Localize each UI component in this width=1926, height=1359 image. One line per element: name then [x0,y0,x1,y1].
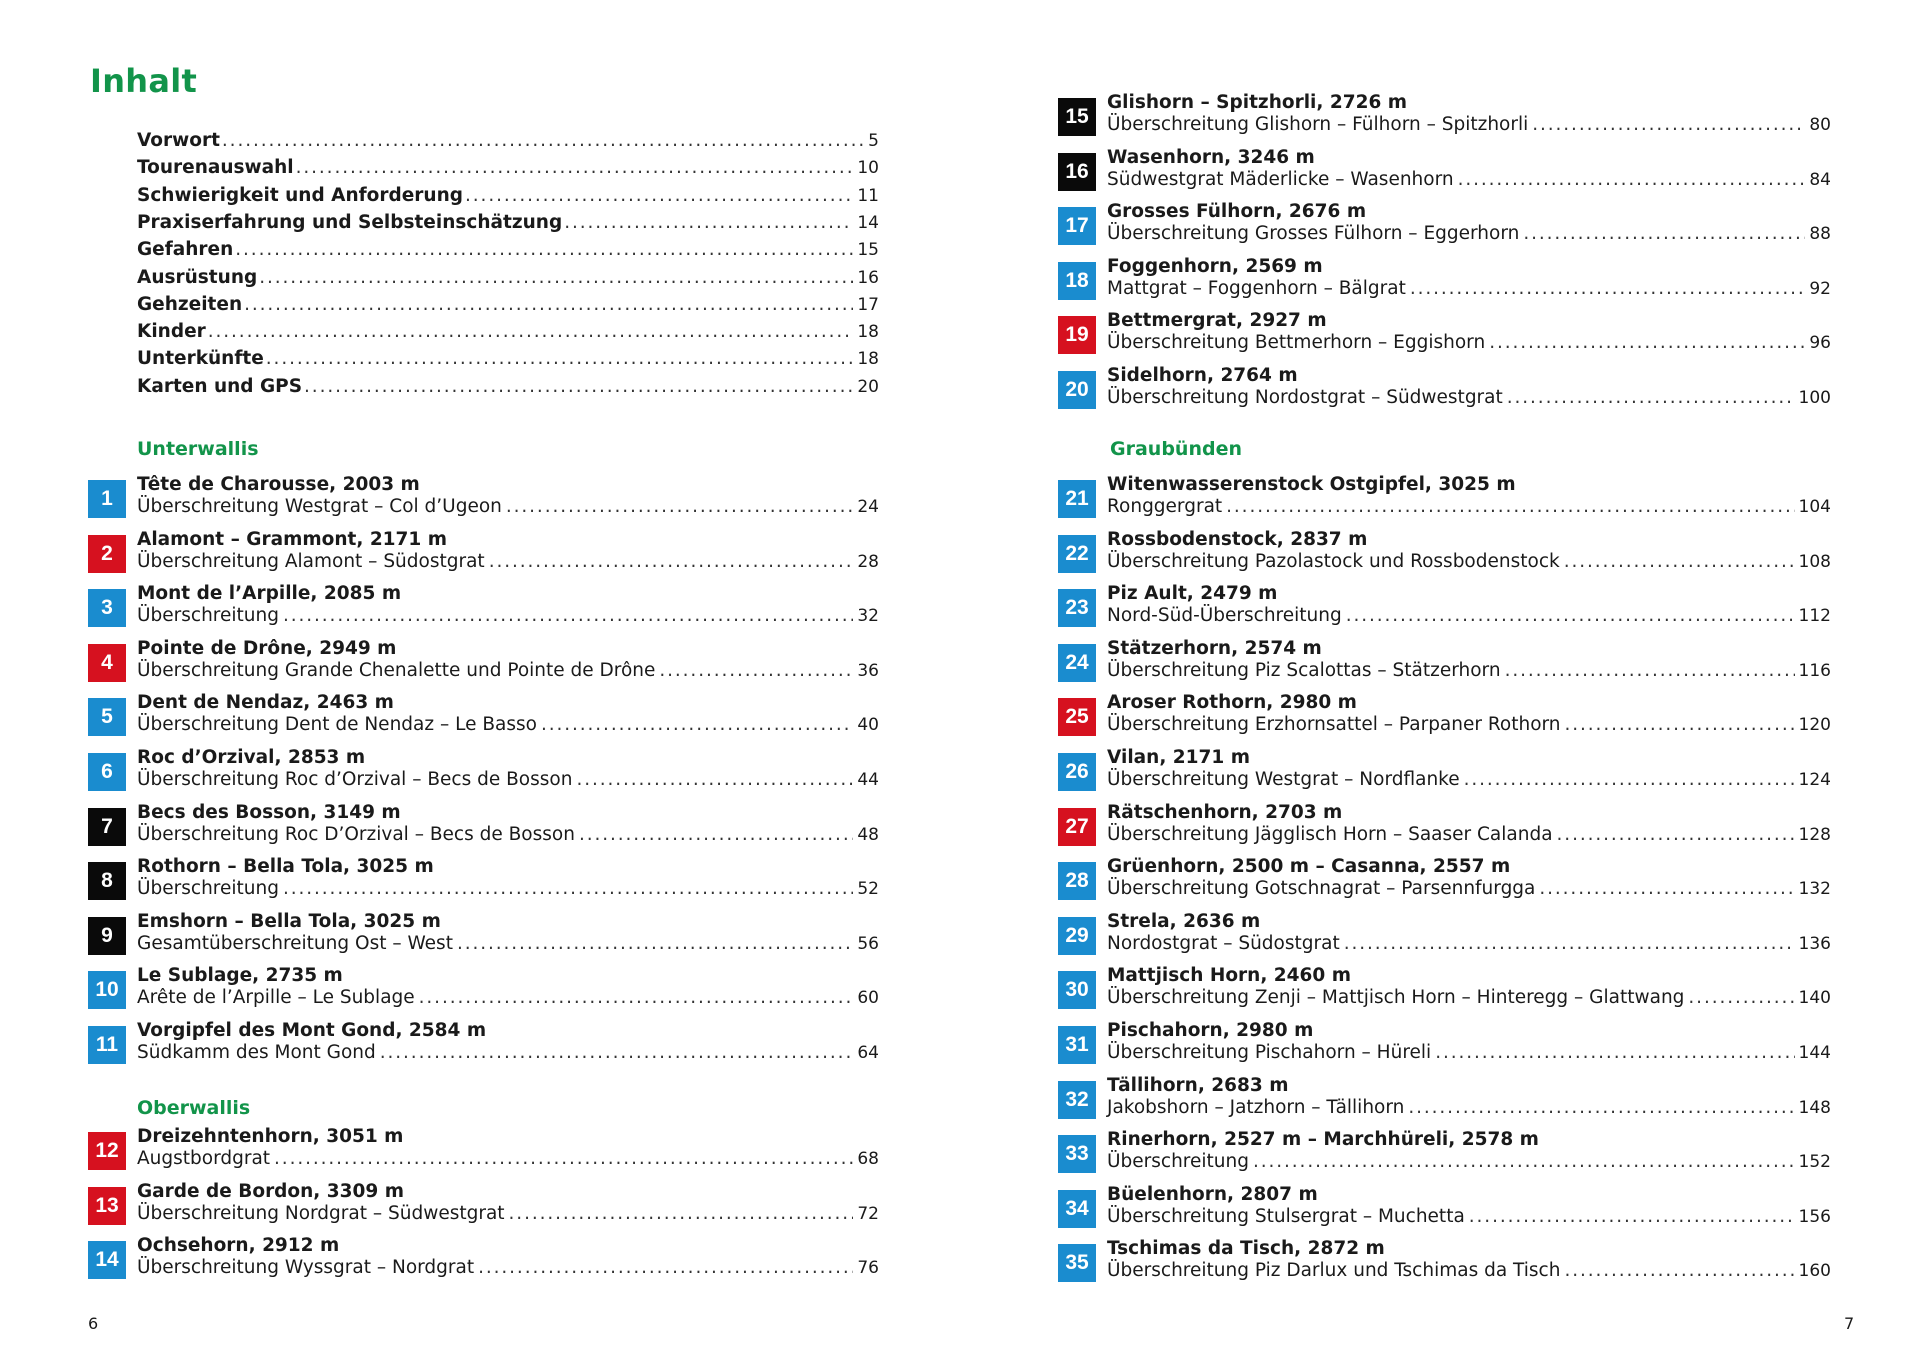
tour-entry[interactable] [1058,1238,1831,1290]
tour-number-badge: 15 [1058,98,1096,136]
tour-title: Pointe de Drône, 2949 m [137,637,397,659]
tour-subtitle: Jakobshorn – Jatzhorn – Tällihorn [1107,1096,1405,1118]
tour-title: Rinerhorn, 2527 m – Marchhüreli, 2578 m [1107,1129,1539,1151]
tour-entry[interactable] [1058,856,1831,908]
tour-entry[interactable] [88,801,879,854]
tour-page: 60 [857,988,879,1009]
dot-leader [457,933,853,954]
dot-leader [244,294,853,315]
tour-subtitle: Überschreitung Nordgrat – Südwestgrat [137,1202,505,1224]
tour-page: 156 [1798,1206,1831,1227]
tour-page: 72 [857,1203,879,1224]
dot-leader [1557,824,1795,845]
tour-subtitle: Überschreitung Piz Darlux und Tschimas da Tisch [1107,1260,1561,1282]
toc-entry-page: 18 [857,322,879,343]
tour-title: Foggenhorn, 2569 m [1107,255,1323,277]
dot-leader [489,551,854,572]
tour-page: 100 [1798,388,1831,408]
dot-leader [380,1042,854,1063]
tour-number-badge: 6 [88,753,126,791]
tour-subtitle: Überschreitung [1107,1151,1249,1173]
tour-entry[interactable] [88,747,879,799]
tour-entry[interactable] [1058,528,1831,581]
tour-subtitle-row [1107,169,1831,193]
tour-number-badge: 22 [1058,535,1096,573]
tour-entry[interactable] [1058,692,1831,744]
tour-subtitle-row [1107,496,1831,520]
tour-page: 108 [1798,551,1831,572]
tour-entry[interactable] [1058,1020,1831,1072]
tour-subtitle: Südkamm des Mont Gond [137,1042,376,1063]
toc-entry-label: Schwierigkeit und Anforderung [137,184,464,206]
tour-subtitle-row [1107,114,1831,138]
tour-title: Büelenhorn, 2807 m [1107,1183,1318,1205]
tour-subtitle: Überschreitung Glishorn – Fülhorn – Spitzhorli [1107,114,1529,135]
tour-title: Vilan, 2171 m [1107,747,1251,768]
toc-entry-label: Gehzeiten [137,293,243,315]
tour-number-badge: 9 [88,917,126,955]
tour-page: 68 [857,1149,879,1169]
tour-number-badge: 30 [1058,971,1096,1009]
tour-page: 64 [857,1043,879,1063]
tour-title: Dreizehntenhorn, 3051 m [137,1126,404,1147]
tour-number-badge: 34 [1058,1190,1096,1228]
tour-subtitle: Überschreitung Alamont – Südostgrat [137,550,485,572]
tour-subtitle-row [1107,769,1831,793]
tour-title: Piz Ault, 2479 m [1107,583,1278,605]
tour-page: 36 [857,660,879,681]
tour-entry[interactable] [1058,365,1831,417]
tour-title: Witenwasserenstock Ostgipfel, 3025 m [1107,474,1516,495]
tour-number-badge: 27 [1058,808,1096,846]
tour-subtitle-row [1107,714,1831,738]
dot-leader [1226,496,1794,517]
tour-page: 124 [1798,770,1831,790]
tour-number-badge: 2 [88,535,126,573]
tour-page: 88 [1809,224,1831,245]
tour-title: Alamont – Grammont, 2171 m [137,528,448,550]
tour-page: 40 [857,715,879,736]
dot-leader [1435,1042,1794,1063]
dot-leader [1532,114,1805,135]
dot-leader [509,1203,854,1224]
tour-page: 112 [1798,606,1831,627]
tour-page: 148 [1798,1097,1831,1118]
tour-subtitle: Überschreitung Gotschnagrat – Parsennfurgga [1107,878,1536,900]
dot-leader [506,496,853,517]
tour-page: 152 [1798,1152,1831,1173]
tour-subtitle-row [1107,933,1831,957]
tour-entry[interactable] [88,583,879,635]
tour-entry[interactable] [88,528,879,581]
toc-entry-label: Tourenauswahl [137,157,294,179]
tour-entry[interactable] [88,1020,879,1072]
tour-title: Rossbodenstock, 2837 m [1107,528,1368,550]
dot-leader [235,239,853,260]
tour-subtitle-row [137,1042,879,1066]
tour-subtitle-row [1107,1260,1831,1284]
tour-subtitle-row [137,1203,879,1227]
tour-subtitle-row [1107,987,1831,1011]
tour-page: 116 [1798,660,1831,681]
tour-entry[interactable] [88,692,879,744]
dot-leader [1410,278,1806,299]
tour-number-badge: 12 [88,1132,126,1170]
toc-entry-label: Ausrüstung [137,266,258,288]
dot-leader [1464,769,1795,790]
tour-entry[interactable] [88,910,879,963]
tour-entry[interactable] [1058,637,1831,690]
dot-leader [1564,1260,1794,1281]
tour-number-badge: 26 [1058,753,1096,791]
tour-page: 104 [1798,497,1831,517]
tour-page: 140 [1798,988,1831,1009]
tour-subtitle-row [137,1257,879,1281]
toc-entry[interactable] [137,376,879,402]
tour-number-badge: 5 [88,698,126,736]
tour-number-badge: 1 [88,480,126,518]
tour-number-badge: 31 [1058,1026,1096,1064]
tour-page: 128 [1798,824,1831,845]
tour-entry[interactable] [1058,474,1831,526]
tour-title: Mont de l’Arpille, 2085 m [137,583,402,605]
tour-page: 52 [857,879,879,900]
tour-subtitle-row [137,714,879,738]
toc-entry-page: 5 [868,131,879,151]
tour-subtitle-row [1107,824,1831,848]
dot-leader [564,212,853,233]
tour-entry[interactable] [1058,747,1831,799]
tour-entry[interactable] [1058,1074,1831,1127]
tour-number-badge: 23 [1058,589,1096,627]
tour-title: Glishorn – Spitzhorli, 2726 m [1107,92,1408,113]
toc-entry[interactable] [137,294,879,320]
tour-subtitle: Überschreitung Nordostgrat – Südwestgrat [1107,387,1503,408]
tour-number-badge: 7 [88,808,126,846]
tour-subtitle: Gesamtüberschreitung Ost – West [137,932,453,954]
tour-subtitle-row [1107,878,1831,902]
tour-title: Dent de Nendaz, 2463 m [137,692,394,714]
tour-entry[interactable] [88,637,879,690]
tour-subtitle-row [137,605,879,629]
dot-leader [304,376,853,397]
tour-number-badge: 21 [1058,480,1096,518]
tour-number-badge: 14 [88,1241,126,1279]
tour-number-badge: 4 [88,644,126,682]
tour-entry[interactable] [88,965,879,1017]
tour-subtitle: Überschreitung Roc d’Orzival – Becs de Bosson [137,769,573,790]
tour-page: 24 [857,497,879,517]
tour-entry[interactable] [1058,801,1831,854]
dot-leader [579,824,853,845]
toc-entry-label: Kinder [137,321,206,343]
tour-subtitle: Überschreitung Piz Scalottas – Stätzerhorn [1107,659,1501,681]
dot-leader [1344,933,1795,954]
dot-leader [541,714,853,735]
dot-leader [283,605,853,626]
tour-subtitle-row [137,769,879,793]
toc-entry[interactable] [137,185,879,211]
tour-subtitle: Überschreitung Bettmerhorn – Eggishorn [1107,332,1486,354]
tour-subtitle: Überschreitung Erzhornsattel – Parpaner Rothorn [1107,714,1561,736]
dot-leader [274,1148,853,1169]
dot-leader [576,769,853,790]
tour-title: Tällihorn, 2683 m [1107,1074,1289,1096]
tour-subtitle-row [137,1148,879,1172]
tour-subtitle-row [1107,551,1831,575]
tour-subtitle: Nord-Süd-Überschreitung [1107,605,1342,627]
tour-entry[interactable] [1058,146,1831,199]
dot-leader [1408,1097,1794,1118]
section-heading-unterwallis: Unterwallis [137,438,259,460]
tour-subtitle: Überschreitung Zenji – Mattjisch Horn – Hinteregg – Glattwang [1107,987,1685,1009]
tour-title: Garde de Bordon, 3309 m [137,1180,404,1202]
dot-leader [1565,714,1795,735]
tour-subtitle: Arête de l’Arpille – Le Sublage [137,987,415,1009]
dot-leader [1458,169,1806,190]
tour-subtitle: Überschreitung Stulsergrat – Muchetta [1107,1205,1465,1227]
tour-title: Rätschenhorn, 2703 m [1107,801,1343,823]
tour-number-badge: 32 [1058,1081,1096,1119]
dot-leader [222,130,864,151]
tour-subtitle: Südwestgrat Mäderlicke – Wasenhorn [1107,168,1454,190]
tour-page: 28 [857,551,879,572]
tour-subtitle: Überschreitung Westgrat – Nordflanke [1107,769,1460,790]
tour-title: Tschimas da Tisch, 2872 m [1107,1238,1385,1260]
tour-title: Pischahorn, 2980 m [1107,1020,1314,1041]
tour-subtitle: Nordostgrat – Südostgrat [1107,932,1340,954]
toc-entry[interactable] [137,267,879,293]
toc-entry[interactable] [137,130,879,156]
dot-leader [1469,1206,1795,1227]
tour-subtitle: Überschreitung Roc D’Orzival – Becs de Bosson [137,823,575,845]
dot-leader [1507,387,1795,408]
tour-subtitle: Überschreitung [137,878,279,900]
tour-entry[interactable] [88,1180,879,1233]
dot-leader [1539,878,1794,899]
dot-leader [296,157,854,178]
tour-subtitle: Mattgrat – Foggenhorn – Bälgrat [1107,277,1406,299]
tour-number-badge: 17 [1058,207,1096,245]
tour-subtitle-row [1107,1042,1831,1066]
tour-title: Emshorn – Bella Tola, 3025 m [137,910,441,932]
toc-entry-page: 10 [857,158,879,179]
tour-title: Tête de Charousse, 2003 m [137,474,420,495]
tour-page: 144 [1798,1043,1831,1063]
page-title: Inhalt [90,62,198,100]
page-number-right: 7 [1844,1314,1855,1333]
tour-subtitle: Überschreitung Westgrat – Col d’Ugeon [137,496,502,517]
tour-title: Le Sublage, 2735 m [137,965,343,987]
tour-title: Mattjisch Horn, 2460 m [1107,965,1352,987]
tour-title: Sidelhorn, 2764 m [1107,365,1298,386]
tour-subtitle-row [137,987,879,1011]
tour-entry[interactable] [88,474,879,526]
tour-page: 136 [1798,933,1831,954]
tour-number-badge: 8 [88,862,126,900]
tour-subtitle: Überschreitung Pazolastock und Rossbodenstock [1107,550,1560,572]
tour-subtitle-row [1107,223,1831,247]
page-number-left: 6 [88,1314,99,1333]
dot-leader [1688,987,1794,1008]
tour-title: Becs des Bosson, 3149 m [137,801,401,823]
tour-entry[interactable] [1058,92,1831,144]
dot-leader [419,987,854,1008]
dot-leader [1523,223,1805,244]
tour-entry[interactable] [1058,910,1831,963]
tour-entry[interactable] [1058,583,1831,635]
tour-page: 120 [1798,715,1831,736]
toc-entry-label: Gefahren [137,239,234,261]
tour-number-badge: 13 [88,1187,126,1225]
tour-subtitle-row [1107,278,1831,302]
toc-entry-label: Praxiserfahrung und Selbsteinschätzung [137,211,563,233]
tour-title: Wasenhorn, 3246 m [1107,146,1315,168]
tour-number-badge: 18 [1058,262,1096,300]
tour-subtitle-row [1107,332,1831,356]
tour-number-badge: 24 [1058,644,1096,682]
tour-page: 44 [857,770,879,790]
dot-leader [266,348,854,369]
tour-page: 160 [1798,1261,1831,1282]
dot-leader [478,1257,853,1278]
tour-page: 132 [1798,879,1831,900]
tour-subtitle-row [137,660,879,684]
tour-title: Grosses Fülhorn, 2676 m [1107,201,1367,223]
tour-title: Strela, 2636 m [1107,910,1261,932]
toc-entry-page: 14 [857,212,879,233]
toc-entry-page: 18 [857,349,879,370]
tour-page: 84 [1809,169,1831,190]
tour-page: 48 [857,824,879,845]
dot-leader [1489,332,1805,353]
tour-subtitle-row [137,933,879,957]
tour-number-badge: 16 [1058,153,1096,191]
tour-entry[interactable] [1058,255,1831,308]
tour-subtitle-row [1107,1206,1831,1230]
tour-number-badge: 25 [1058,698,1096,736]
tour-subtitle: Überschreitung Jägglisch Horn – Saaser Calanda [1107,823,1553,845]
tour-title: Vorgipfel des Mont Gond, 2584 m [137,1020,487,1041]
tour-page: 56 [857,933,879,954]
tour-entry[interactable] [88,1235,879,1287]
tour-title: Stätzerhorn, 2574 m [1107,637,1322,659]
tour-number-badge: 3 [88,589,126,627]
tour-subtitle: Überschreitung Wyssgrat – Nordgrat [137,1257,475,1279]
dot-leader [465,185,853,206]
tour-subtitle: Überschreitung [137,605,279,627]
tour-number-badge: 35 [1058,1244,1096,1282]
toc-entry[interactable] [137,321,879,347]
tour-number-badge: 11 [88,1026,126,1064]
tour-page: 32 [857,606,879,627]
dot-leader [283,878,853,899]
tour-page: 96 [1809,333,1831,354]
tour-title: Grüenhorn, 2500 m – Casanna, 2557 m [1107,856,1511,878]
tour-entry[interactable] [1058,201,1831,253]
tour-subtitle-row [1107,1151,1831,1175]
toc-entry[interactable] [137,239,879,265]
toc-entry-label: Vorwort [137,130,220,151]
tour-title: Roc d’Orzival, 2853 m [137,747,366,768]
toc-entry-page: 15 [857,240,879,261]
dot-leader [1505,660,1795,681]
tour-page: 76 [857,1258,879,1279]
tour-entry[interactable] [1058,310,1831,362]
tour-entry[interactable] [88,856,879,908]
toc-entry-label: Unterkünfte [137,348,264,370]
tour-entry[interactable] [1058,965,1831,1017]
toc-entry[interactable] [137,212,879,238]
tour-subtitle: Überschreitung Grande Chenalette und Pointe de Drône [137,659,656,681]
toc-entry-label: Karten und GPS [137,375,303,397]
toc-entry[interactable] [137,157,879,183]
tour-title: Aroser Rothorn, 2980 m [1107,692,1357,714]
dot-leader [1253,1151,1795,1172]
tour-title: Bettmergrat, 2927 m [1107,310,1327,332]
tour-subtitle-row [1107,660,1831,684]
tour-title: Ochsehorn, 2912 m [137,1235,340,1257]
dot-leader [659,660,853,681]
dot-leader [208,321,854,342]
tour-subtitle-row [1107,387,1831,411]
dot-leader [1346,605,1795,626]
tour-page: 92 [1809,278,1831,299]
tour-subtitle: Überschreitung Dent de Nendaz – Le Basso [137,714,537,736]
section-heading-oberwallis: Oberwallis [137,1097,251,1119]
toc-entry[interactable] [137,348,879,374]
tour-subtitle: Überschreitung Pischahorn – Hüreli [1107,1042,1432,1063]
tour-subtitle-row [137,878,879,902]
tour-title: Rothorn – Bella Tola, 3025 m [137,856,434,878]
tour-entry[interactable] [1058,1129,1831,1181]
toc-entry-page: 20 [857,376,879,397]
tour-subtitle: Überschreitung Grosses Fülhorn – Eggerhorn [1107,223,1520,245]
tour-subtitle-row [1107,1097,1831,1121]
tour-subtitle-row [137,496,879,520]
tour-number-badge: 33 [1058,1135,1096,1173]
tour-page: 80 [1809,115,1831,135]
tour-number-badge: 20 [1058,371,1096,409]
tour-subtitle-row [1107,605,1831,629]
tour-number-badge: 29 [1058,917,1096,955]
tour-number-badge: 28 [1058,862,1096,900]
tour-number-badge: 10 [88,971,126,1009]
tour-subtitle-row [137,824,879,848]
tour-entry[interactable] [1058,1183,1831,1236]
tour-entry[interactable] [88,1126,879,1178]
dot-leader [1564,551,1795,572]
tour-subtitle: Ronggergrat [1107,496,1223,517]
toc-entry-page: 11 [857,185,879,206]
toc-entry-page: 16 [857,267,879,288]
section-heading-graubuenden: Graubünden [1110,438,1242,460]
toc-entry-page: 17 [857,294,879,315]
tour-number-badge: 19 [1058,316,1096,354]
tour-subtitle: Augstbordgrat [137,1148,271,1169]
dot-leader [259,267,853,288]
tour-subtitle-row [137,551,879,575]
